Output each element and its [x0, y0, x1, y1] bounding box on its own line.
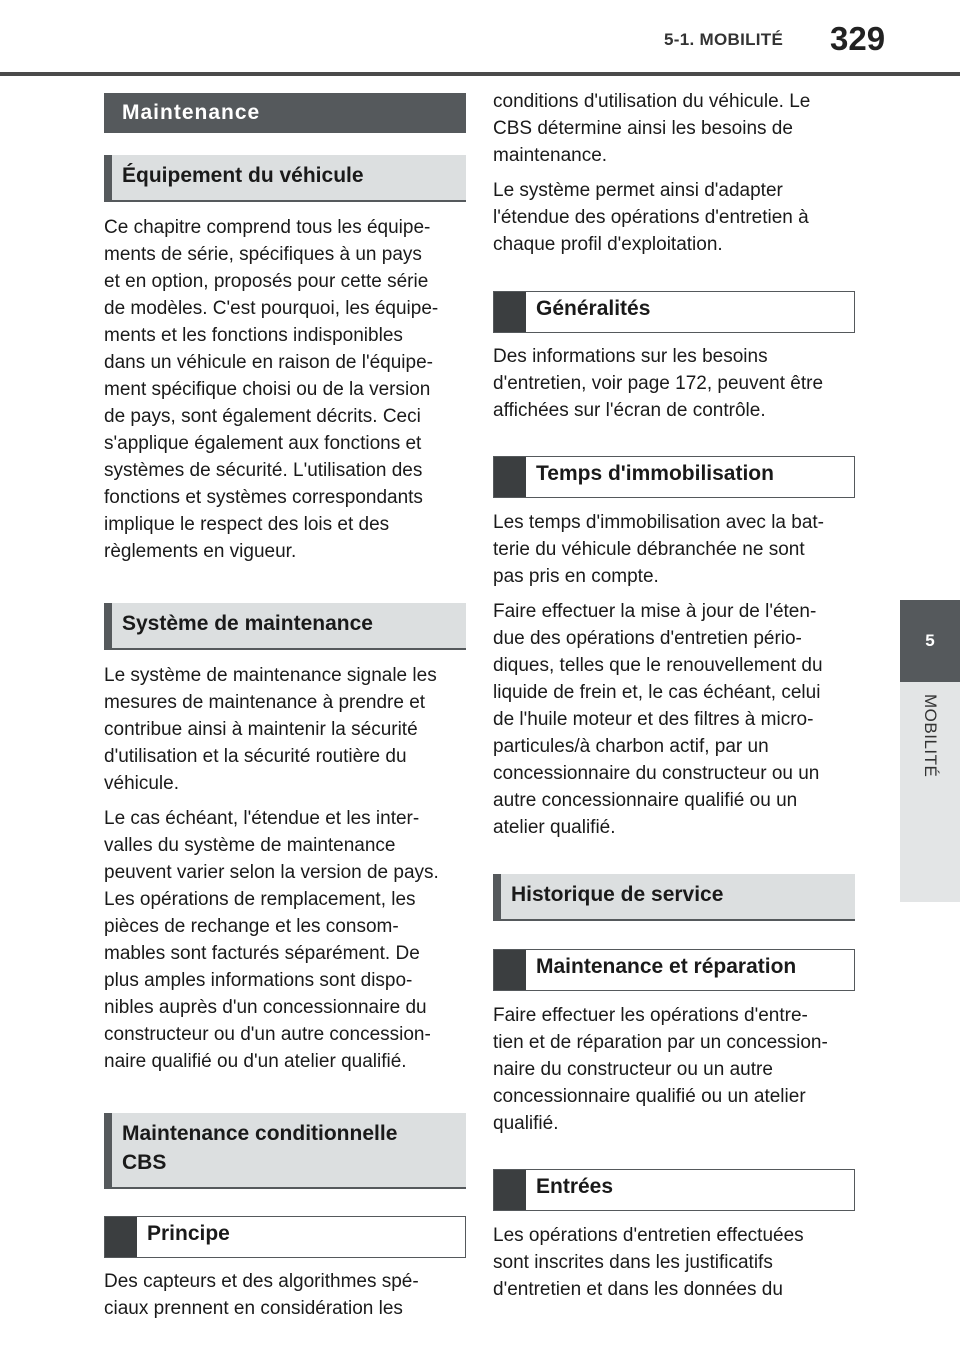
text-line: Faire effectuer les opérations d'entre- [493, 1005, 808, 1026]
text-line: affichées sur l'écran de contrôle. [493, 400, 766, 421]
text-line: maintenance. [493, 145, 608, 166]
text-line: naire qualifié ou d'un atelier qualifié. [104, 1051, 407, 1072]
heading-equipement: Équipement du véhicule [104, 155, 466, 202]
paragraph-temps-1 [493, 509, 855, 590]
text-line: implique le respect des lois et des [104, 514, 390, 535]
heading-maintenance: Maintenance [104, 93, 466, 133]
text-line: ments de série, spécifiques à un pays [104, 244, 422, 265]
heading-systeme-maintenance: Système de maintenance [104, 603, 466, 650]
paragraph-reparation [493, 1002, 855, 1137]
text-line: pièces de rechange et les consom- [104, 916, 399, 937]
text-line: conditions d'utilisation du véhicule. Le [493, 91, 811, 112]
text-line: de modèles. C'est pourquoi, les équipe- [104, 298, 439, 319]
heading-temps-immobilisation [493, 456, 855, 498]
text-line: valles du système de maintenance [104, 835, 396, 856]
text-line: CBS détermine ainsi les besoins de [493, 118, 793, 139]
page-number: 329 [830, 20, 886, 57]
text-line: mables sont facturés séparément. De [104, 943, 420, 964]
paragraph-cbs-profil [493, 177, 855, 258]
text-line: liquide de frein et, le cas échéant, celui [493, 682, 821, 703]
running-header-section: 5-1. MOBILITÉ [664, 30, 784, 49]
text-line: concessionnaire du constructeur ou un [493, 763, 820, 784]
text-line: qualifié. [493, 1113, 559, 1134]
left-column [104, 88, 466, 1322]
text-line: constructeur ou d'un autre concession- [104, 1024, 431, 1045]
paragraph-generalites [493, 343, 855, 424]
heading-bar [494, 292, 526, 332]
text-line: d'entretien, voir page 172, peuvent être [493, 373, 824, 394]
heading-principe-text: Principe [147, 1222, 230, 1245]
text-line: due des opérations d'entretien pério- [493, 628, 802, 649]
paragraph-systeme-1 [104, 662, 466, 797]
text-line: règlements en vigueur. [104, 541, 297, 562]
text-line: terie du véhicule débranchée ne sont [493, 539, 805, 560]
text-line: concessionnaire qualifié ou un atelier [493, 1086, 806, 1107]
text-line: ments et les fonctions indisponibles [104, 325, 403, 346]
text-line: Les opérations de remplacement, les [104, 889, 416, 910]
heading-bar [494, 950, 526, 990]
heading-temps-text: Temps d'immobilisation [536, 462, 774, 485]
text-line: véhicule. [104, 773, 179, 794]
text-line: Le système permet ainsi d'adapter [493, 180, 783, 201]
text-line: Maintenance conditionnelle [122, 1122, 398, 1145]
chapter-tab-label [900, 682, 960, 902]
text-line: Des capteurs et des algorithmes spé- [104, 1271, 419, 1292]
text-line: atelier qualifié. [493, 817, 616, 838]
text-line: de l'huile moteur et des filtres à micro- [493, 709, 814, 730]
chapter-tab-number: 5 [900, 600, 960, 682]
heading-bar [494, 1170, 526, 1210]
heading-generalites-text: Généralités [536, 297, 651, 320]
text-line: pas pris en compte. [493, 566, 659, 587]
chapter-tab-text: MOBILITÉ [921, 694, 940, 778]
text-line: l'étendue des opérations d'entretien à [493, 207, 809, 228]
paragraph-equipement [104, 214, 466, 565]
text-line: mesures de maintenance à prendre et [104, 692, 426, 713]
text-line: chaque profil d'exploitation. [493, 234, 723, 255]
heading-principe [104, 1216, 466, 1258]
paragraph-entrees [493, 1222, 855, 1303]
text-line: tien et de réparation par un concession- [493, 1032, 828, 1053]
text-line: Le système de maintenance signale les [104, 665, 437, 686]
heading-bar [105, 1217, 137, 1257]
heading-entrees [493, 1169, 855, 1211]
text-line: sont inscrites dans les justificatifs [493, 1252, 773, 1273]
text-line: Ce chapitre comprend tous les équipe- [104, 217, 431, 238]
heading-bar [494, 457, 526, 497]
text-line: Faire effectuer la mise à jour de l'éten- [493, 601, 817, 622]
text-line: de pays, sont également décrits. Ceci [104, 406, 421, 427]
text-line: Le cas échéant, l'étendue et les inter- [104, 808, 420, 829]
text-line: particules/à charbon actif, par un [493, 736, 769, 757]
heading-generalites [493, 291, 855, 333]
heading-historique: Historique de service [493, 874, 855, 921]
text-line: CBS [122, 1151, 167, 1174]
text-line: plus amples informations sont dispo- [104, 970, 413, 991]
text-line: dans un véhicule en raison de l'équipe- [104, 352, 433, 373]
paragraph-principe [104, 1268, 466, 1322]
text-line: et en option, proposés pour cette série [104, 271, 429, 292]
heading-maintenance-reparation [493, 949, 855, 991]
text-line: systèmes de sécurité. L'utilisation des [104, 460, 423, 481]
text-line: d'entretien et dans les données du [493, 1279, 783, 1300]
paragraph-systeme-2 [104, 805, 466, 1075]
text-line: Les temps d'immobilisation avec la bat- [493, 512, 824, 533]
header-rule [0, 72, 960, 76]
heading-entrees-text: Entrées [536, 1175, 614, 1198]
text-line: autre concessionnaire qualifié ou un [493, 790, 798, 811]
text-line: nibles auprès d'un concessionnaire du [104, 997, 427, 1018]
right-column [493, 88, 855, 1303]
text-line: naire du constructeur ou un autre [493, 1059, 773, 1080]
text-line: peuvent varier selon la version de pays. [104, 862, 439, 883]
heading-reparation-text: Maintenance et réparation [536, 955, 797, 978]
text-line: diques, telles que le renouvellement du [493, 655, 823, 676]
text-line: ment spécifique choisi ou de la version [104, 379, 431, 400]
heading-cbs [104, 1113, 466, 1189]
text-line: ciaux prennent en considération les [104, 1298, 403, 1319]
paragraph-cbs-continued [493, 88, 855, 169]
text-line: Des informations sur les besoins [493, 346, 768, 367]
text-line: Les opérations d'entretien effectuées [493, 1225, 804, 1246]
text-line: d'utilisation et la sécurité routière du [104, 746, 407, 767]
text-line: contribue ainsi à maintenir la sécurité [104, 719, 418, 740]
paragraph-temps-2 [493, 598, 855, 841]
text-line: s'applique également aux fonctions et [104, 433, 422, 454]
text-line: fonctions et systèmes correspondants [104, 487, 423, 508]
